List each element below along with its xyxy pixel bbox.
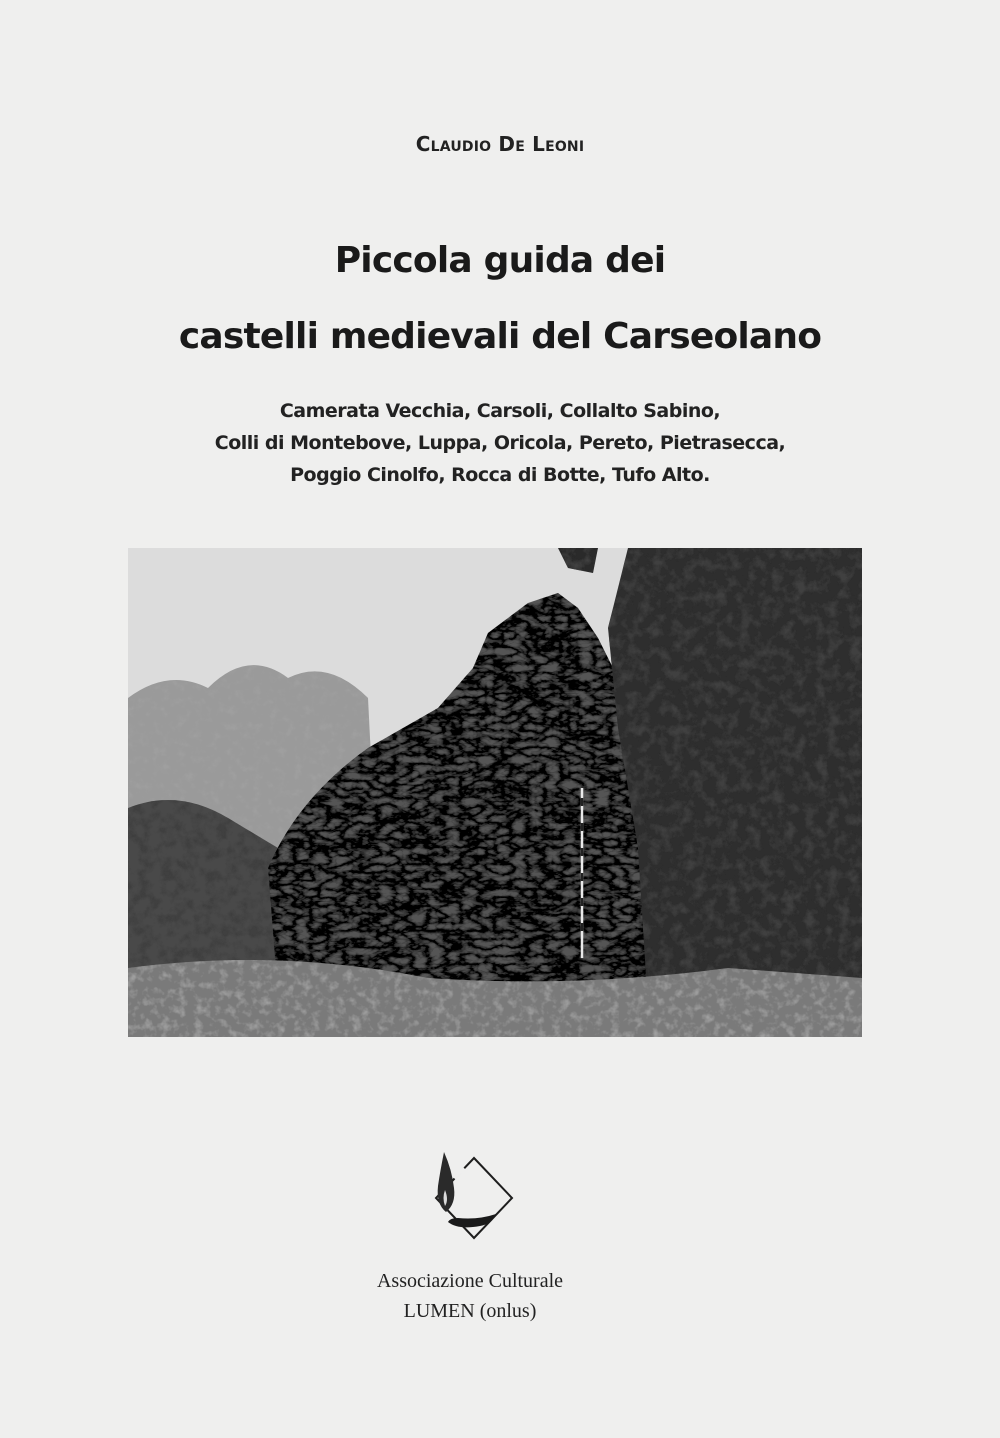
places-line-1: Camerata Vecchia, Carsoli, Collalto Sabino, — [279, 400, 721, 422]
publisher-line-2: LUMEN (onlus) — [403, 1300, 537, 1322]
book-title-line-2: castelli medievali del Carseolano — [178, 316, 822, 357]
book-title-line-1: Piccola guida dei — [334, 240, 666, 281]
places-line-2: Colli di Montebove, Luppa, Oricola, Pereto, Pietrasecca, — [214, 432, 786, 454]
castle-ruin-photo — [128, 548, 862, 1037]
lumen-logo — [418, 1152, 518, 1252]
places-line-3: Poggio Cinolfo, Rocca di Botte, Tufo Alto. — [290, 464, 710, 486]
publisher-line-1: Associazione Culturale — [376, 1270, 564, 1292]
author-name: Claudio De Leoni — [415, 132, 585, 156]
castle-places-list — [0, 395, 1000, 491]
flame-lamp-diamond-logo-icon — [418, 1152, 518, 1252]
publisher-block — [0, 1266, 940, 1326]
